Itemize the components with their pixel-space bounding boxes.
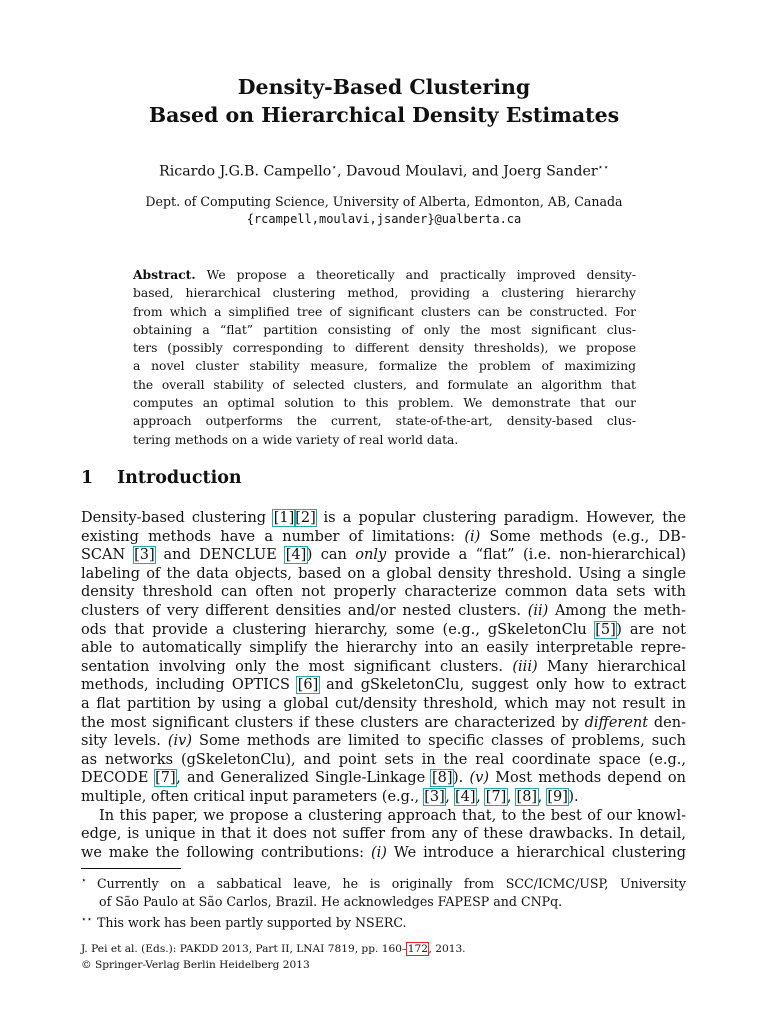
body-line: labeling of the data objects, based on a global density threshold. Using a single [81,565,686,582]
body-line: a flat partition by using a global cut/density threshold, which may not result in [81,695,686,712]
footnote-2: ⋆⋆ This work has been partly supported by NSERC. [81,911,686,932]
affiliation: Dept. of Computing Science, University of Alberta, Edmonton, AB, Canada [145,194,623,209]
citation-link[interactable]: [7] [155,770,176,787]
publication-info [81,941,686,973]
author-list [0,158,768,182]
body-line: Density-based clustering [1][2] is a popular clustering paradigm. However, the [81,510,686,526]
body-line: existing methods have a number of limitations: (i) Some methods (e.g., DB- [81,528,686,545]
body-line: sentation involving only the most significant clusters. (iii) Many hierarchical [81,658,687,675]
abstract-line: tering methods on a wide variety of real world data. [133,432,459,447]
citation-link[interactable]: [9] [547,788,568,805]
citation-link[interactable]: [8] [516,788,538,805]
author-name: Ricardo J.G.B. Campello [159,163,332,180]
abstract-line: approach outperforms the current, state-of-the-art, density-based clus- [133,414,636,429]
abstract-label: Abstract. [133,267,196,282]
citation-line: J. Pei et al. (Eds.): PAKDD 2013, Part II, LNAI 7819, pp. 160–172, 2013. [81,943,466,955]
body-line: ods that provide a clustering hierarchy, some (e.g., gSkeletonClu [5]) are not [81,621,686,638]
body-text [81,509,686,862]
section-title: Introduction [117,468,242,488]
citation-link[interactable]: [3] [134,547,155,564]
title-line-2: Based on Hierarchical Density Estimates [148,103,620,127]
section-number: 1 [81,468,94,488]
footnote-1-cont: of São Paulo at São Carlos, Brazil. He acknowledges FAPESP and CNPq. [99,894,563,909]
citation-link[interactable]: [6] [297,677,319,694]
body-line: edge, is unique in that it does not suffer from any of these drawbacks. In detail, [81,826,686,843]
footnote-1: ⋆ Currently on a sabbatical leave, he is originally from SCC/ICMC/USP, University [81,872,686,893]
citation-link[interactable]: [2] [295,510,316,526]
abstract-line: the overall stability of selected clusters, and formulate an algorithm that [133,377,636,392]
copyright-line: © Springer-Verlag Berlin Heidelberg 2013 [81,959,310,971]
email-addresses: {rcampell,moulavi,jsander}@ualberta.ca [246,212,522,226]
footnotes [81,872,686,932]
abstract-line: a novel cluster stability measure, formalize the problem of maximizing [133,359,636,374]
body-line: the most significant clusters if these clusters are characterized by different den- [81,714,686,731]
abstract-line: Abstract. We propose a theoretically and practically improved density- [133,267,636,282]
body-line: density threshold can often not properly characterize common data sets with [81,584,686,601]
citation-link[interactable]: [8] [431,770,453,787]
abstract-line: ters (possibly corresponding to different density thresholds), we propose [133,341,636,356]
abstract-line: from which a simplified tree of significant clusters can be constructed. For [133,304,636,319]
author-footnote-mark[interactable]: ⋆⋆ [597,163,609,173]
abstract-line: computes an optimal solution to this problem. We demonstrate that our [133,396,636,411]
citation-link[interactable]: [3] [424,788,445,805]
body-line: multiple, often critical input parameters (e.g., [3], [4], [7], [8], [9]). [81,788,579,805]
body-line: able to automatically simplify the hierarchy into an easily interpretable repre- [81,640,686,657]
footnote-mark: ⋆⋆ [81,915,93,925]
body-line: SCAN [3] and DENCLUE [4]) can only provide a “flat” (i.e. non-hierarchical) [81,547,686,564]
section-heading [81,468,242,488]
abstract [133,266,636,449]
body-line: we make the following contributions: (i) We introduce a hierarchical clustering [81,844,686,861]
paper-title [0,73,768,129]
footnote-mark: ⋆ [81,876,87,886]
abstract-line: obtaining a “flat” partition consisting of only the most significant clus- [133,322,636,337]
author-footnote-mark[interactable]: ⋆ [331,163,337,173]
body-line: methods, including OPTICS [6] and gSkeletonClu, suggest only how to extract [81,677,686,694]
body-line: as networks (gSkeletonClu), and point sets in the real coordinate space (e.g., [81,751,686,768]
citation-link[interactable]: [7] [485,788,507,805]
citation-link[interactable]: [1] [273,510,295,526]
author-names: , Davoud Moulavi, and Joerg Sander [336,163,598,180]
body-line: DECODE [7], and Generalized Single-Linkage [8]). (v) Most methods depend on [81,770,686,787]
body-line: clusters of very different densities and/or nested clusters. (ii) Among the meth- [81,602,686,619]
page-link[interactable]: 172 [407,943,428,955]
citation-link[interactable]: [4] [455,788,476,805]
citation-link[interactable]: [5] [595,621,616,638]
citation-link[interactable]: [4] [285,547,307,564]
abstract-line: based, hierarchical clustering method, providing a clustering hierarchy [133,286,636,301]
body-line: sity levels. (iv) Some methods are limited to specific classes of problems, such [81,733,686,750]
title-line-1: Density-Based Clustering [237,75,531,99]
footnote-rule [81,868,181,869]
body-line: In this paper, we propose a clustering approach that, to the best of our knowl- [99,807,686,824]
